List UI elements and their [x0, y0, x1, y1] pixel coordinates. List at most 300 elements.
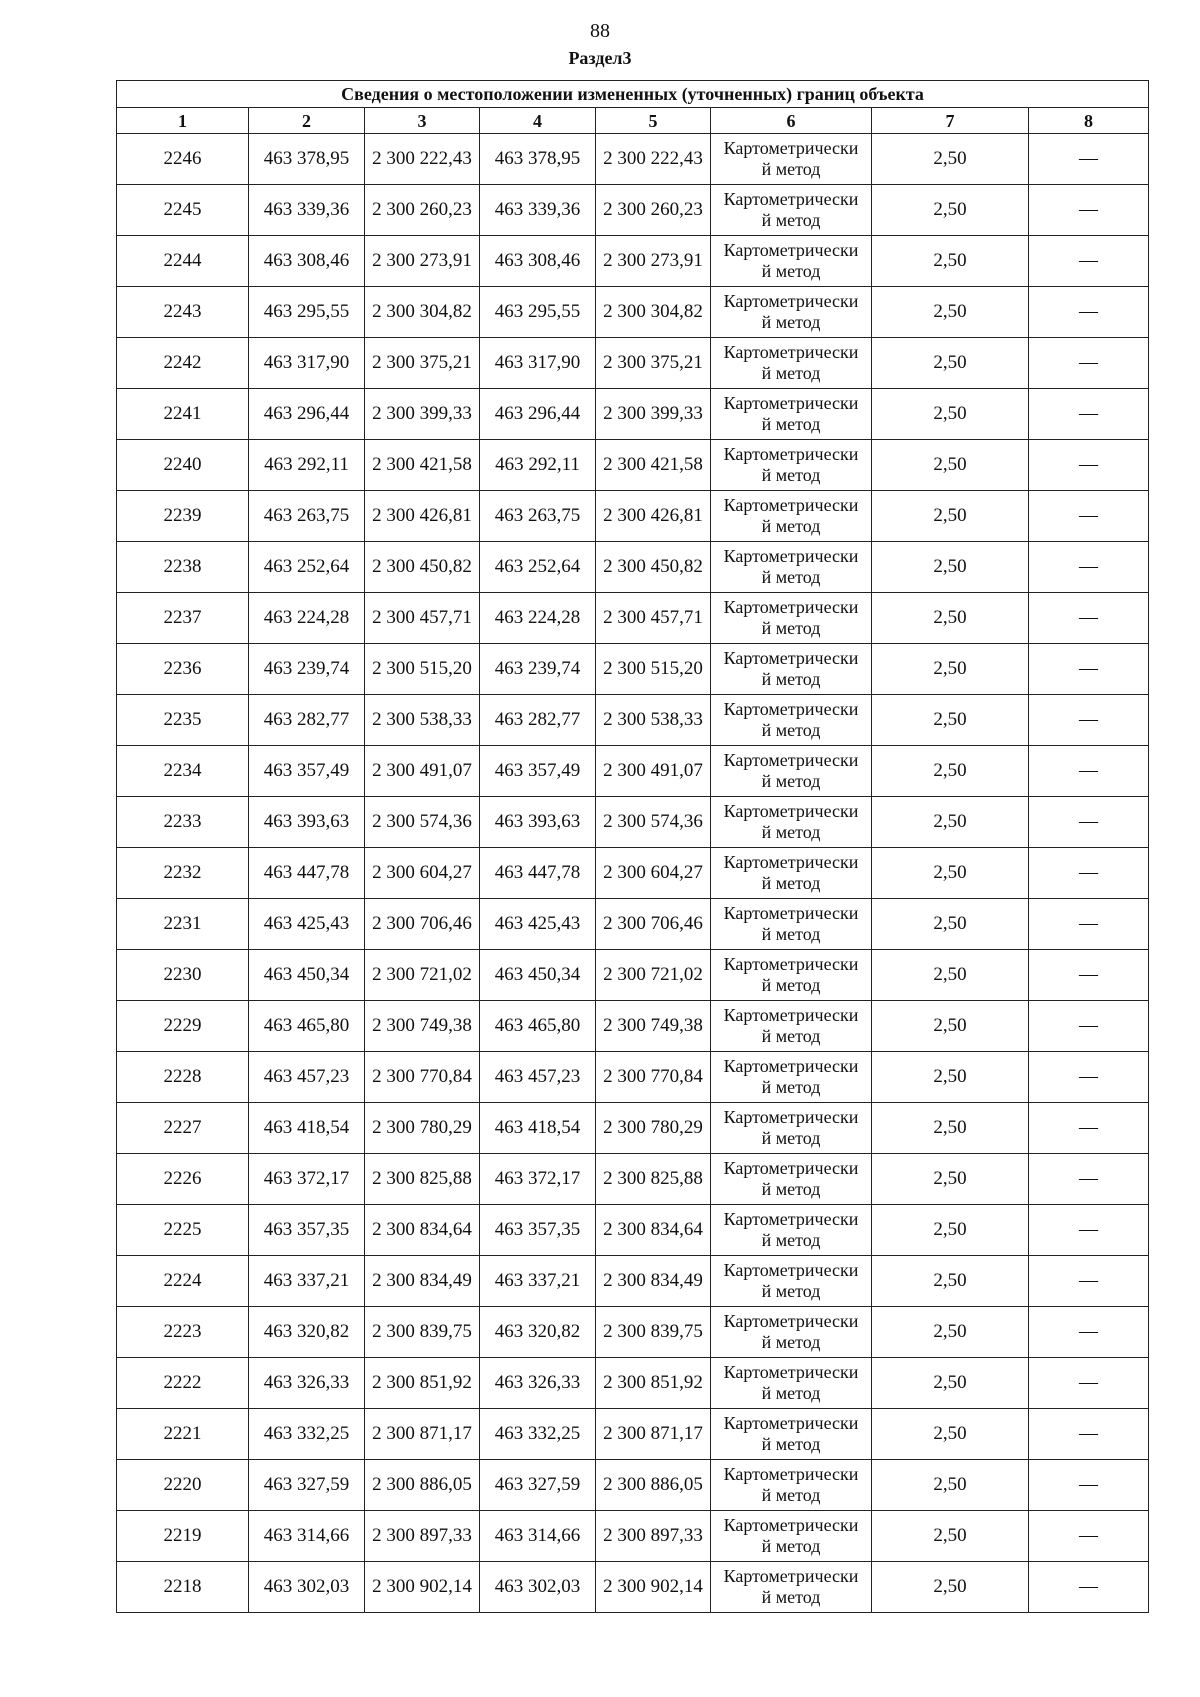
refined-y-cell: 2 300 538,33: [596, 695, 711, 746]
accuracy-cell: 2,50: [872, 1562, 1029, 1613]
method-line-2: й метод: [761, 465, 821, 485]
table-row: [117, 1052, 1149, 1103]
point-number-cell: 2226: [117, 1154, 249, 1205]
method-line-1: Картометрически: [723, 699, 859, 719]
refined-x-cell: 463 339,36: [480, 185, 596, 236]
existing-y-cell: 2 300 222,43: [365, 134, 480, 185]
accuracy-cell: 2,50: [872, 1409, 1029, 1460]
accuracy-cell: 2,50: [872, 338, 1029, 389]
accuracy-cell: 2,50: [872, 1256, 1029, 1307]
accuracy-cell: 2,50: [872, 287, 1029, 338]
method-cell: [711, 1205, 872, 1256]
method-line-1: Картометрически: [723, 1515, 859, 1535]
existing-y-cell: 2 300 834,49: [365, 1256, 480, 1307]
method-cell: [711, 593, 872, 644]
table-caption: Сведения о местоположении измененных (уточненных) границ объекта: [117, 81, 1149, 108]
existing-y-cell: 2 300 604,27: [365, 848, 480, 899]
refined-x-cell: 463 295,55: [480, 287, 596, 338]
point-number-cell: 2222: [117, 1358, 249, 1409]
boundary-table: [116, 80, 1149, 1613]
method-cell: [711, 1001, 872, 1052]
section-title: Раздел3: [568, 48, 632, 68]
method-line-1: Картометрически: [723, 1056, 859, 1076]
column-number: 4: [480, 108, 596, 134]
refined-y-cell: 2 300 706,46: [596, 899, 711, 950]
note-cell: —: [1029, 134, 1149, 185]
table-row: [117, 1460, 1149, 1511]
existing-y-cell: 2 300 421,58: [365, 440, 480, 491]
accuracy-cell: 2,50: [872, 236, 1029, 287]
refined-y-cell: 2 300 574,36: [596, 797, 711, 848]
note-cell: —: [1029, 746, 1149, 797]
refined-x-cell: 463 357,35: [480, 1205, 596, 1256]
note-cell: —: [1029, 338, 1149, 389]
method-line-2: й метод: [761, 261, 821, 281]
method-line-1: Картометрически: [723, 138, 859, 158]
method-line-2: й метод: [761, 312, 821, 332]
refined-y-cell: 2 300 457,71: [596, 593, 711, 644]
note-cell: —: [1029, 695, 1149, 746]
column-number: 8: [1029, 108, 1149, 134]
method-cell: [711, 797, 872, 848]
column-number: 1: [117, 108, 249, 134]
refined-y-cell: 2 300 604,27: [596, 848, 711, 899]
table-row: [117, 134, 1149, 185]
accuracy-cell: 2,50: [872, 542, 1029, 593]
refined-x-cell: 463 378,95: [480, 134, 596, 185]
note-cell: —: [1029, 1460, 1149, 1511]
refined-x-cell: 463 317,90: [480, 338, 596, 389]
method-line-2: й метод: [761, 414, 821, 434]
refined-y-cell: 2 300 780,29: [596, 1103, 711, 1154]
method-cell: [711, 950, 872, 1001]
note-cell: —: [1029, 644, 1149, 695]
note-cell: —: [1029, 950, 1149, 1001]
refined-x-cell: 463 327,59: [480, 1460, 596, 1511]
point-number-cell: 2246: [117, 134, 249, 185]
method-line-2: й метод: [761, 1230, 821, 1250]
method-line-1: Картометрически: [723, 444, 859, 464]
note-cell: —: [1029, 1256, 1149, 1307]
table-row: [117, 1154, 1149, 1205]
existing-y-cell: 2 300 721,02: [365, 950, 480, 1001]
method-cell: [711, 185, 872, 236]
existing-y-cell: 2 300 491,07: [365, 746, 480, 797]
method-line-1: Картометрически: [723, 546, 859, 566]
existing-x-cell: 463 224,28: [249, 593, 365, 644]
accuracy-cell: 2,50: [872, 1307, 1029, 1358]
accuracy-cell: 2,50: [872, 134, 1029, 185]
table-row: [117, 695, 1149, 746]
note-cell: —: [1029, 440, 1149, 491]
refined-x-cell: 463 263,75: [480, 491, 596, 542]
table-row: [117, 185, 1149, 236]
method-line-1: Картометрически: [723, 1311, 859, 1331]
refined-x-cell: 463 465,80: [480, 1001, 596, 1052]
method-cell: [711, 746, 872, 797]
existing-x-cell: 463 465,80: [249, 1001, 365, 1052]
accuracy-cell: 2,50: [872, 644, 1029, 695]
refined-x-cell: 463 332,25: [480, 1409, 596, 1460]
point-number-cell: 2234: [117, 746, 249, 797]
refined-x-cell: 463 239,74: [480, 644, 596, 695]
method-line-1: Картометрически: [723, 648, 859, 668]
point-number-cell: 2229: [117, 1001, 249, 1052]
method-cell: [711, 491, 872, 542]
table-row: [117, 1358, 1149, 1409]
accuracy-cell: 2,50: [872, 1205, 1029, 1256]
table-row: [117, 797, 1149, 848]
note-cell: —: [1029, 236, 1149, 287]
method-cell: [711, 1460, 872, 1511]
refined-y-cell: 2 300 770,84: [596, 1052, 711, 1103]
point-number-cell: 2232: [117, 848, 249, 899]
accuracy-cell: 2,50: [872, 950, 1029, 1001]
existing-y-cell: 2 300 770,84: [365, 1052, 480, 1103]
table-row: [117, 1205, 1149, 1256]
method-cell: [711, 134, 872, 185]
method-line-1: Картометрически: [723, 1209, 859, 1229]
refined-y-cell: 2 300 834,49: [596, 1256, 711, 1307]
point-number-cell: 2219: [117, 1511, 249, 1562]
note-cell: —: [1029, 389, 1149, 440]
existing-x-cell: 463 357,49: [249, 746, 365, 797]
column-number: 5: [596, 108, 711, 134]
accuracy-cell: 2,50: [872, 797, 1029, 848]
existing-x-cell: 463 239,74: [249, 644, 365, 695]
method-line-2: й метод: [761, 1026, 821, 1046]
table-row: [117, 1409, 1149, 1460]
refined-y-cell: 2 300 273,91: [596, 236, 711, 287]
existing-x-cell: 463 314,66: [249, 1511, 365, 1562]
refined-x-cell: 463 296,44: [480, 389, 596, 440]
accuracy-cell: 2,50: [872, 389, 1029, 440]
method-line-1: Картометрически: [723, 495, 859, 515]
note-cell: —: [1029, 593, 1149, 644]
method-line-1: Картометрически: [723, 1464, 859, 1484]
table-row: [117, 1562, 1149, 1613]
point-number-cell: 2240: [117, 440, 249, 491]
point-number-cell: 2243: [117, 287, 249, 338]
point-number-cell: 2221: [117, 1409, 249, 1460]
method-line-2: й метод: [761, 1536, 821, 1556]
accuracy-cell: 2,50: [872, 491, 1029, 542]
table-row: [117, 491, 1149, 542]
accuracy-cell: 2,50: [872, 1154, 1029, 1205]
point-number-cell: 2218: [117, 1562, 249, 1613]
point-number-cell: 2233: [117, 797, 249, 848]
table-row: [117, 950, 1149, 1001]
point-number-cell: 2220: [117, 1460, 249, 1511]
existing-x-cell: 463 378,95: [249, 134, 365, 185]
method-line-2: й метод: [761, 1434, 821, 1454]
existing-y-cell: 2 300 375,21: [365, 338, 480, 389]
method-line-2: й метод: [761, 516, 821, 536]
refined-x-cell: 463 447,78: [480, 848, 596, 899]
accuracy-cell: 2,50: [872, 1358, 1029, 1409]
method-cell: [711, 338, 872, 389]
refined-y-cell: 2 300 721,02: [596, 950, 711, 1001]
refined-y-cell: 2 300 450,82: [596, 542, 711, 593]
existing-y-cell: 2 300 450,82: [365, 542, 480, 593]
refined-y-cell: 2 300 375,21: [596, 338, 711, 389]
accuracy-cell: 2,50: [872, 440, 1029, 491]
refined-y-cell: 2 300 871,17: [596, 1409, 711, 1460]
note-cell: —: [1029, 1307, 1149, 1358]
existing-y-cell: 2 300 825,88: [365, 1154, 480, 1205]
method-line-2: й метод: [761, 873, 821, 893]
note-cell: —: [1029, 542, 1149, 593]
accuracy-cell: 2,50: [872, 593, 1029, 644]
method-line-1: Картометрически: [723, 852, 859, 872]
method-line-2: й метод: [761, 975, 821, 995]
note-cell: —: [1029, 287, 1149, 338]
refined-y-cell: 2 300 839,75: [596, 1307, 711, 1358]
column-number: 7: [872, 108, 1029, 134]
note-cell: —: [1029, 185, 1149, 236]
point-number-cell: 2224: [117, 1256, 249, 1307]
existing-y-cell: 2 300 399,33: [365, 389, 480, 440]
existing-y-cell: 2 300 897,33: [365, 1511, 480, 1562]
refined-y-cell: 2 300 399,33: [596, 389, 711, 440]
refined-x-cell: 463 418,54: [480, 1103, 596, 1154]
point-number-cell: 2225: [117, 1205, 249, 1256]
existing-x-cell: 463 339,36: [249, 185, 365, 236]
existing-x-cell: 463 263,75: [249, 491, 365, 542]
refined-x-cell: 463 372,17: [480, 1154, 596, 1205]
table-row: [117, 1307, 1149, 1358]
note-cell: —: [1029, 491, 1149, 542]
existing-x-cell: 463 282,77: [249, 695, 365, 746]
refined-x-cell: 463 357,49: [480, 746, 596, 797]
table-row: [117, 746, 1149, 797]
point-number-cell: 2238: [117, 542, 249, 593]
method-line-2: й метод: [761, 1383, 821, 1403]
point-number-cell: 2242: [117, 338, 249, 389]
refined-x-cell: 463 326,33: [480, 1358, 596, 1409]
refined-x-cell: 463 337,21: [480, 1256, 596, 1307]
table-row: [117, 644, 1149, 695]
method-line-2: й метод: [761, 924, 821, 944]
refined-y-cell: 2 300 260,23: [596, 185, 711, 236]
method-line-1: Картометрически: [723, 342, 859, 362]
method-cell: [711, 695, 872, 746]
existing-x-cell: 463 457,23: [249, 1052, 365, 1103]
method-line-2: й метод: [761, 822, 821, 842]
accuracy-cell: 2,50: [872, 185, 1029, 236]
point-number-cell: 2237: [117, 593, 249, 644]
table-row: [117, 1103, 1149, 1154]
existing-y-cell: 2 300 304,82: [365, 287, 480, 338]
point-number-cell: 2239: [117, 491, 249, 542]
point-number-cell: 2227: [117, 1103, 249, 1154]
refined-y-cell: 2 300 825,88: [596, 1154, 711, 1205]
point-number-cell: 2244: [117, 236, 249, 287]
column-number: 2: [249, 108, 365, 134]
table-row: [117, 287, 1149, 338]
refined-x-cell: 463 282,77: [480, 695, 596, 746]
method-cell: [711, 287, 872, 338]
method-line-1: Картометрически: [723, 240, 859, 260]
refined-x-cell: 463 457,23: [480, 1052, 596, 1103]
refined-x-cell: 463 393,63: [480, 797, 596, 848]
method-line-2: й метод: [761, 363, 821, 383]
existing-y-cell: 2 300 574,36: [365, 797, 480, 848]
refined-x-cell: 463 224,28: [480, 593, 596, 644]
existing-x-cell: 463 320,82: [249, 1307, 365, 1358]
refined-x-cell: 463 308,46: [480, 236, 596, 287]
column-number: 3: [365, 108, 480, 134]
method-line-1: Картометрически: [723, 750, 859, 770]
accuracy-cell: 2,50: [872, 695, 1029, 746]
method-line-2: й метод: [761, 1179, 821, 1199]
method-line-2: й метод: [761, 618, 821, 638]
existing-y-cell: 2 300 851,92: [365, 1358, 480, 1409]
existing-y-cell: 2 300 706,46: [365, 899, 480, 950]
note-cell: —: [1029, 1562, 1149, 1613]
existing-x-cell: 463 317,90: [249, 338, 365, 389]
page-number: 88: [590, 20, 610, 42]
existing-x-cell: 463 327,59: [249, 1460, 365, 1511]
note-cell: —: [1029, 1001, 1149, 1052]
refined-x-cell: 463 425,43: [480, 899, 596, 950]
method-line-2: й метод: [761, 1077, 821, 1097]
existing-y-cell: 2 300 902,14: [365, 1562, 480, 1613]
existing-y-cell: 2 300 780,29: [365, 1103, 480, 1154]
note-cell: —: [1029, 797, 1149, 848]
method-line-1: Картометрически: [723, 1107, 859, 1127]
table-row: [117, 440, 1149, 491]
existing-y-cell: 2 300 834,64: [365, 1205, 480, 1256]
table-row: [117, 1001, 1149, 1052]
method-line-1: Картометрически: [723, 903, 859, 923]
method-line-2: й метод: [761, 567, 821, 587]
point-number-cell: 2228: [117, 1052, 249, 1103]
point-number-cell: 2236: [117, 644, 249, 695]
table-row: [117, 542, 1149, 593]
accuracy-cell: 2,50: [872, 1460, 1029, 1511]
existing-x-cell: 463 252,64: [249, 542, 365, 593]
point-number-cell: 2223: [117, 1307, 249, 1358]
note-cell: —: [1029, 1052, 1149, 1103]
existing-x-cell: 463 393,63: [249, 797, 365, 848]
existing-y-cell: 2 300 260,23: [365, 185, 480, 236]
method-cell: [711, 1103, 872, 1154]
method-line-1: Картометрически: [723, 1005, 859, 1025]
existing-x-cell: 463 326,33: [249, 1358, 365, 1409]
refined-y-cell: 2 300 222,43: [596, 134, 711, 185]
table-row: [117, 1256, 1149, 1307]
method-line-1: Картометрически: [723, 597, 859, 617]
note-cell: —: [1029, 848, 1149, 899]
method-cell: [711, 1409, 872, 1460]
existing-x-cell: 463 357,35: [249, 1205, 365, 1256]
note-cell: —: [1029, 1205, 1149, 1256]
method-cell: [711, 440, 872, 491]
existing-x-cell: 463 447,78: [249, 848, 365, 899]
refined-x-cell: 463 450,34: [480, 950, 596, 1001]
existing-y-cell: 2 300 515,20: [365, 644, 480, 695]
note-cell: —: [1029, 1358, 1149, 1409]
refined-x-cell: 463 320,82: [480, 1307, 596, 1358]
existing-y-cell: 2 300 749,38: [365, 1001, 480, 1052]
method-line-1: Картометрически: [723, 1413, 859, 1433]
method-line-2: й метод: [761, 771, 821, 791]
method-line-1: Картометрически: [723, 954, 859, 974]
method-line-2: й метод: [761, 1332, 821, 1352]
existing-x-cell: 463 337,21: [249, 1256, 365, 1307]
refined-y-cell: 2 300 902,14: [596, 1562, 711, 1613]
refined-y-cell: 2 300 515,20: [596, 644, 711, 695]
refined-y-cell: 2 300 426,81: [596, 491, 711, 542]
refined-x-cell: 463 252,64: [480, 542, 596, 593]
method-cell: [711, 899, 872, 950]
existing-y-cell: 2 300 871,17: [365, 1409, 480, 1460]
point-number-cell: 2235: [117, 695, 249, 746]
method-line-2: й метод: [761, 1485, 821, 1505]
method-cell: [711, 1511, 872, 1562]
refined-y-cell: 2 300 851,92: [596, 1358, 711, 1409]
column-number-row: [117, 108, 1149, 134]
note-cell: —: [1029, 1103, 1149, 1154]
existing-x-cell: 463 292,11: [249, 440, 365, 491]
method-line-1: Картометрически: [723, 1158, 859, 1178]
point-number-cell: 2245: [117, 185, 249, 236]
table-row: [117, 593, 1149, 644]
method-cell: [711, 1307, 872, 1358]
table-row: [117, 338, 1149, 389]
method-line-1: Картометрически: [723, 801, 859, 821]
refined-x-cell: 463 292,11: [480, 440, 596, 491]
refined-y-cell: 2 300 834,64: [596, 1205, 711, 1256]
method-cell: [711, 1358, 872, 1409]
method-cell: [711, 848, 872, 899]
table-row: [117, 899, 1149, 950]
existing-x-cell: 463 418,54: [249, 1103, 365, 1154]
refined-y-cell: 2 300 886,05: [596, 1460, 711, 1511]
method-cell: [711, 236, 872, 287]
existing-x-cell: 463 450,34: [249, 950, 365, 1001]
refined-y-cell: 2 300 749,38: [596, 1001, 711, 1052]
method-line-2: й метод: [761, 669, 821, 689]
method-cell: [711, 1256, 872, 1307]
refined-y-cell: 2 300 897,33: [596, 1511, 711, 1562]
method-line-1: Картометрически: [723, 1362, 859, 1382]
method-line-1: Картометрически: [723, 291, 859, 311]
method-cell: [711, 1052, 872, 1103]
method-line-1: Картометрически: [723, 1260, 859, 1280]
method-cell: [711, 389, 872, 440]
accuracy-cell: 2,50: [872, 1052, 1029, 1103]
accuracy-cell: 2,50: [872, 1511, 1029, 1562]
column-number: 6: [711, 108, 872, 134]
method-line-1: Картометрически: [723, 1566, 859, 1586]
method-line-1: Картометрически: [723, 189, 859, 209]
refined-x-cell: 463 302,03: [480, 1562, 596, 1613]
existing-y-cell: 2 300 273,91: [365, 236, 480, 287]
note-cell: —: [1029, 1511, 1149, 1562]
table-row: [117, 389, 1149, 440]
method-line-2: й метод: [761, 159, 821, 179]
existing-x-cell: 463 308,46: [249, 236, 365, 287]
accuracy-cell: 2,50: [872, 848, 1029, 899]
note-cell: —: [1029, 1409, 1149, 1460]
refined-y-cell: 2 300 304,82: [596, 287, 711, 338]
existing-x-cell: 463 425,43: [249, 899, 365, 950]
method-line-2: й метод: [761, 1587, 821, 1607]
method-line-2: й метод: [761, 720, 821, 740]
existing-x-cell: 463 296,44: [249, 389, 365, 440]
